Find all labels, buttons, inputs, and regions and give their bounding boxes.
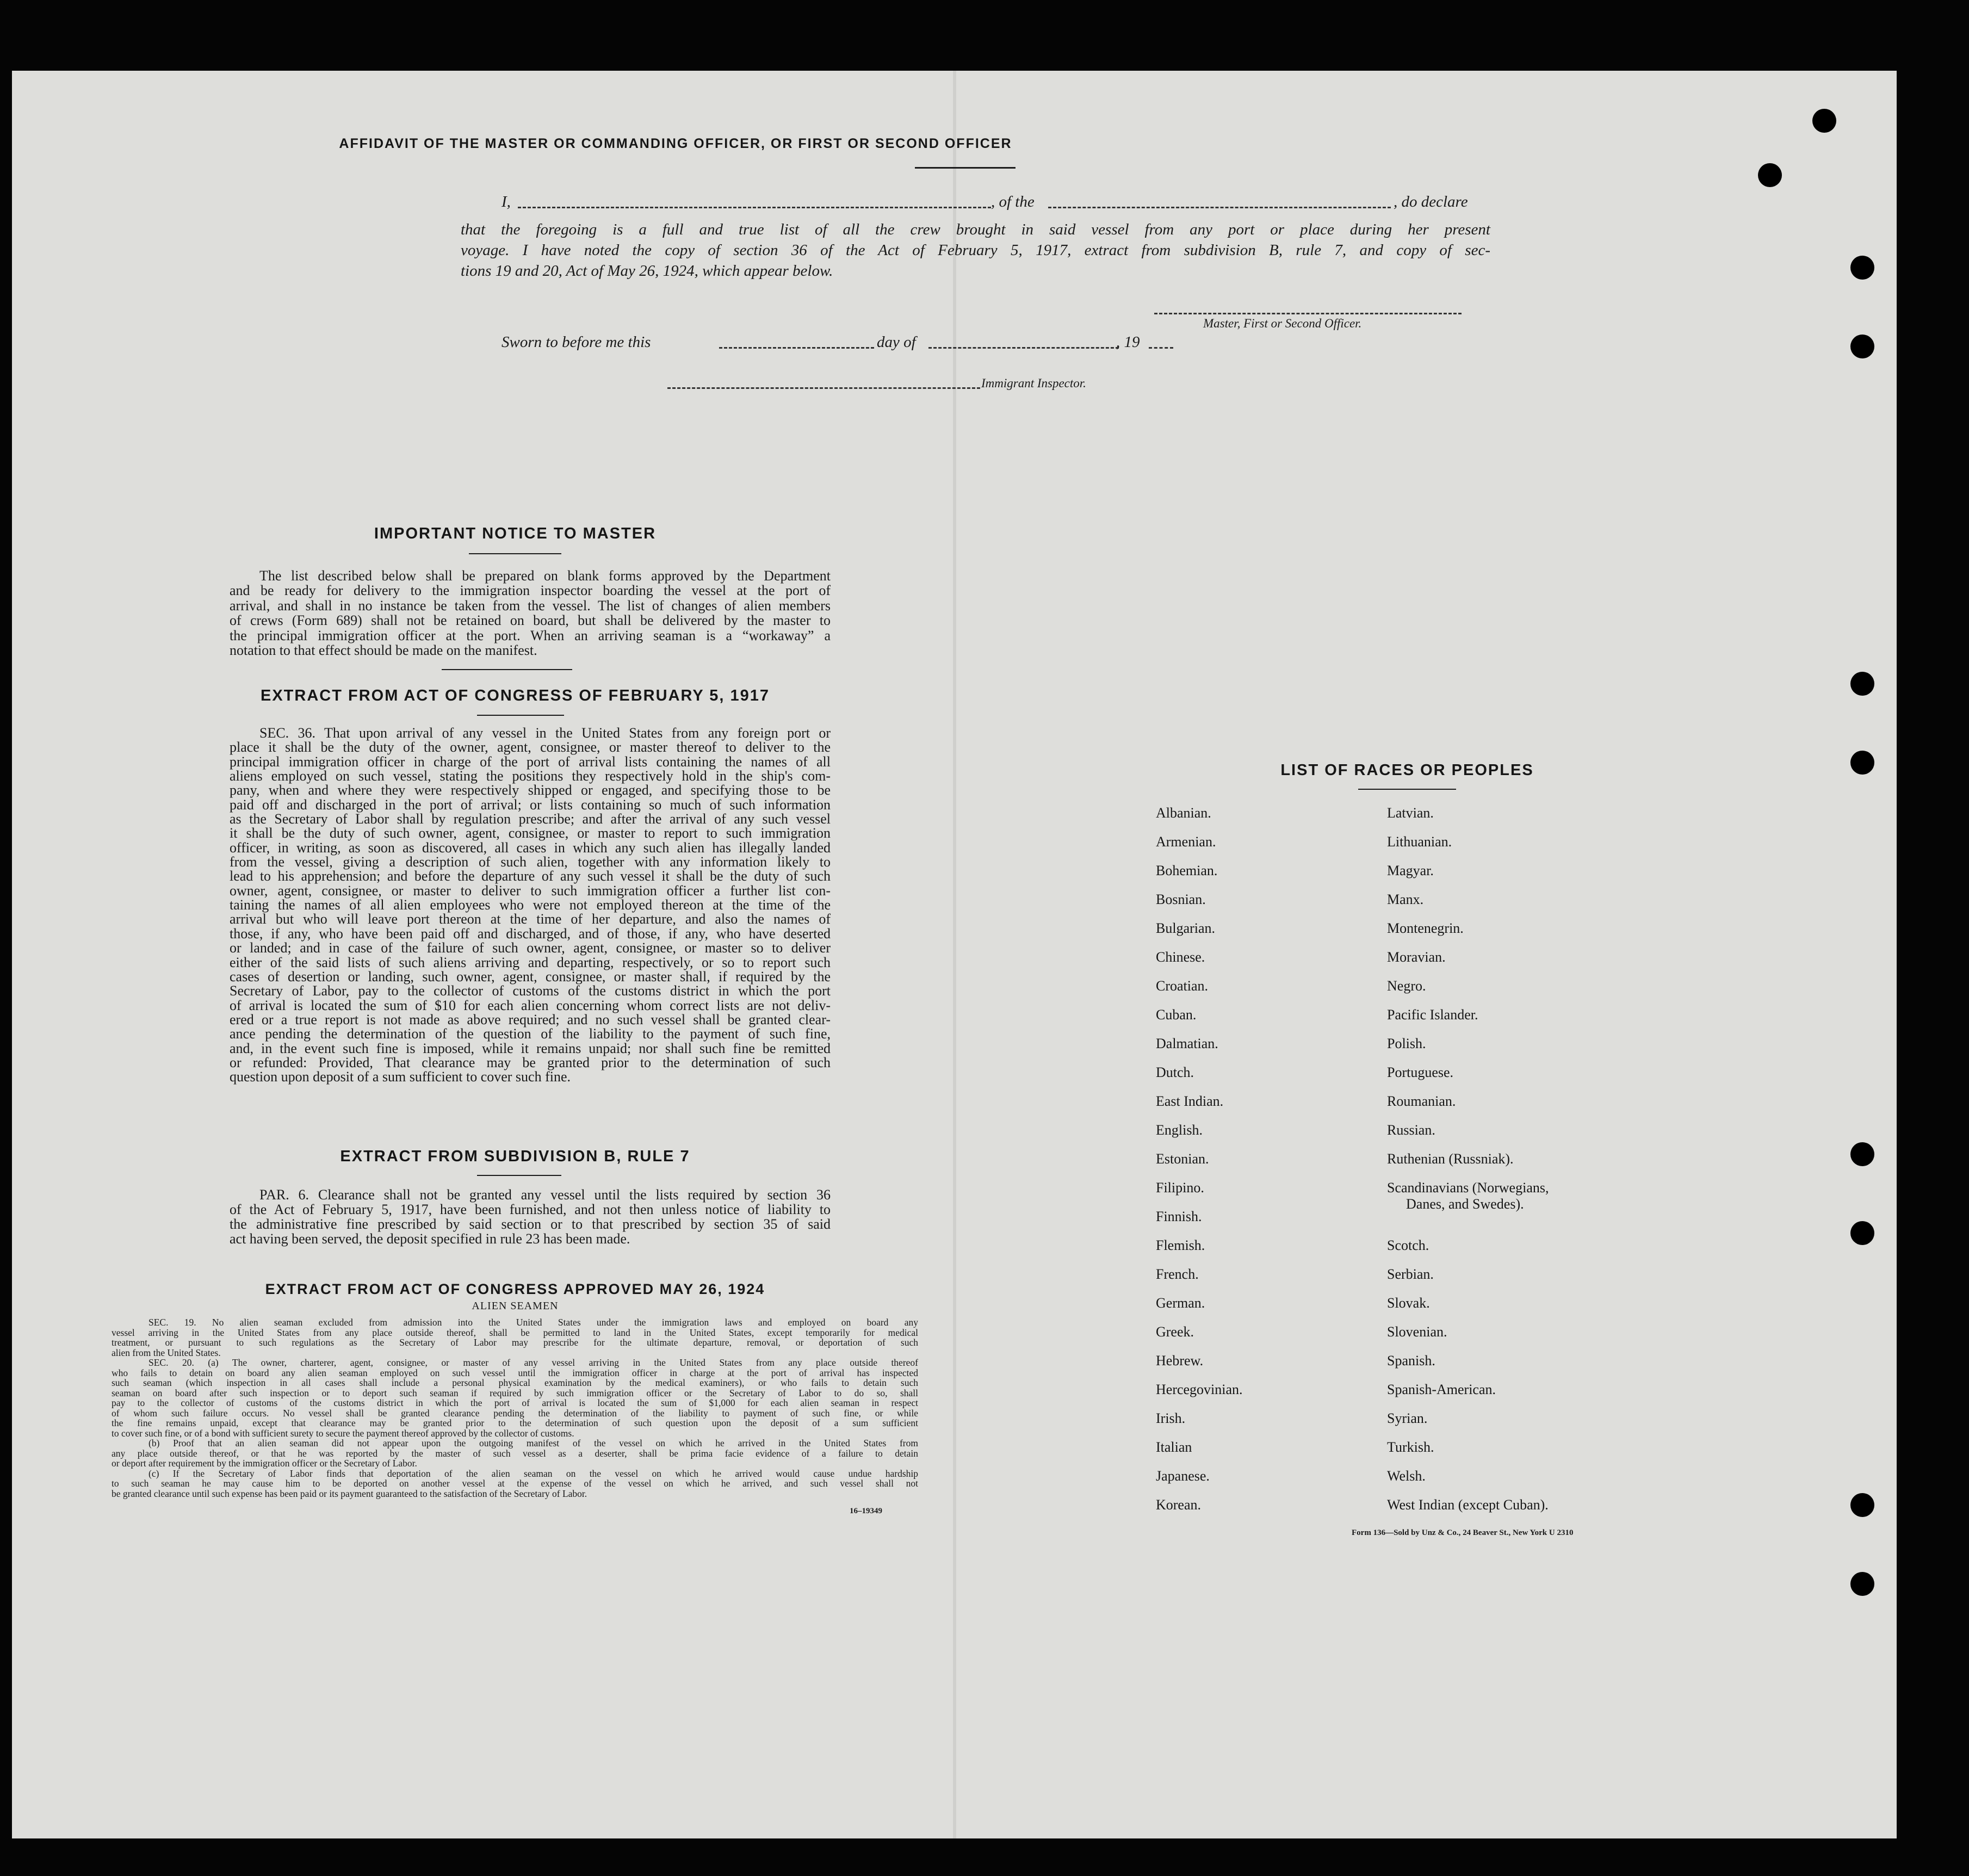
race-left: French.	[1156, 1266, 1199, 1282]
notice-title: IMPORTANT NOTICE TO MASTER	[374, 525, 657, 542]
section-36-line: question upon deposit of a sum sufficient to cover such fine.	[230, 1069, 571, 1085]
day-of-text: day of	[877, 333, 916, 351]
notice-line: The list described below shall be prepared on blank forms approved by the Department	[259, 568, 831, 584]
section-36-line: cases of desertion or landing, such owner, agent, consignee, or master shall, if required by the	[230, 968, 831, 985]
section-36-line: place it shall be the duty of the owner, agent, consignee, or master thereof to deliver to the	[230, 739, 831, 756]
inspector-signature-field[interactable]	[667, 387, 980, 389]
notice-line: notation to that effect should be made on the manifest.	[230, 642, 537, 659]
races-rule	[1358, 789, 1456, 790]
section-19-line: alien from the United States.	[112, 1347, 221, 1358]
notice-text	[230, 568, 831, 658]
section-36-line: either of the said lists of such aliens arriving and departing, respectively, or so to report such	[230, 954, 831, 970]
binder-hole	[1850, 335, 1874, 358]
race-left: Korean.	[1156, 1497, 1202, 1513]
section-20-line: or deport after requirement by the immigration officer or the Secretary of Labor.	[112, 1458, 417, 1469]
section-36-line: ance pending the determination of the question of the liability to the payment of such fine,	[230, 1026, 831, 1042]
race-left: Croatian.	[1156, 978, 1209, 994]
race-right: Portuguese.	[1387, 1064, 1454, 1080]
section-36-line: those, if any, who have been paid off and discharged, and of those, if any, who have deserted	[230, 925, 831, 942]
race-left: English.	[1156, 1122, 1203, 1138]
affidavit-line: tions 19 and 20, Act of May 26, 1924, which appear below.	[461, 262, 833, 280]
section-20-line: (c) If the Secretary of Labor finds that deportation of the alien seaman on the vessel on which he arrived would cause undue hardship	[148, 1468, 918, 1479]
section-36-line: Secretary of Labor, pay to the collector of customs of the customs district in which the port	[230, 983, 831, 999]
section-36-line: officer, in writing, as soon as discovered, all cases in which any such alien has illegally landed	[230, 839, 831, 856]
section-20-line: seaman on board after such inspection or to deport such seaman if required by such immigration officer or the Secretary of Labor to do so, shall	[112, 1387, 918, 1398]
race-right: Scotch.	[1387, 1237, 1429, 1253]
binder-hole	[1850, 1493, 1874, 1517]
extract-1917-title: EXTRACT FROM ACT OF CONGRESS OF FEBRUARY 5, 1917	[260, 687, 770, 704]
affidavit-declare: , do declare	[1394, 193, 1468, 210]
race-left: Chinese.	[1156, 949, 1205, 965]
race-right: Scandinavians (Norwegians,	[1387, 1180, 1549, 1196]
signature-field[interactable]	[1154, 313, 1462, 314]
section-36-line: owner, agent, consignee, or master to deliver to such immigration officer a further list con-	[230, 882, 831, 899]
race-right: Manx.	[1387, 891, 1424, 907]
section-36-line: ered or a true report is not made as above required; and no such vessel shall be granted clear-	[230, 1011, 831, 1027]
binder-hole	[1850, 672, 1874, 696]
affidavit-i: I,	[501, 193, 511, 210]
race-right: Negro.	[1387, 978, 1426, 994]
section-20-line: (b) Proof that an alien seaman did not appear upon the outgoing manifest of the vessel on which he arrived in the United States from	[148, 1438, 918, 1448]
form-footer: Form 136—Sold by Unz & Co., 24 Beaver St., New York U 2310	[1352, 1528, 1574, 1537]
race-right: West Indian (except Cuban).	[1387, 1497, 1549, 1513]
race-left: Bulgarian.	[1156, 920, 1216, 936]
section-20-line: to such seaman he may cause him to be deported on another vessel at the expense of the vessel on which he arrived, and such vessel shall not	[112, 1478, 918, 1489]
section-36-line: paid off and discharged in the port of arrival; or lists containing so much of such information	[230, 796, 831, 813]
par-6-line: PAR. 6. Clearance shall not be granted any vessel until the lists required by section 36	[259, 1187, 831, 1203]
race-right: Moravian.	[1387, 949, 1446, 965]
notice-line: and be ready for delivery to the immigration inspector boarding the vessel at the port of	[230, 583, 831, 599]
race-right: Turkish.	[1387, 1439, 1434, 1455]
section-36-line: from the vessel, giving a description of such alien, together with any information likely to	[230, 854, 831, 870]
rule-7-title: EXTRACT FROM SUBDIVISION B, RULE 7	[340, 1148, 690, 1165]
title-rule	[915, 167, 1016, 169]
section-19-line: SEC. 19. No alien seaman excluded from admission into the United States under the immigration laws and employed on board any	[148, 1317, 918, 1328]
section-20-line: such seaman (which inspection in all cases shall include a personal physical examination by the medical examiners), or who fails to detain such	[112, 1377, 918, 1388]
alien-seamen-subtitle: ALIEN SEAMEN	[472, 1300, 559, 1312]
section-36-line: arrival but who will leave port thereon at the time of her departure, and also the names of	[230, 911, 831, 927]
section-20-line: the fine remains unpaid, except that clearance may be granted prior to the determination of such question upon the deposit of a sum sufficient	[112, 1417, 918, 1428]
rule-7-text	[230, 1187, 831, 1246]
section-20-line: who fails to detain on board any alien seaman employed on such vessel until the immigration officer in charge at the port of arrival has inspected	[112, 1367, 918, 1378]
race-left: Irish.	[1156, 1410, 1186, 1426]
race-left: Hercegovinian.	[1156, 1382, 1243, 1397]
section-36-line: lead to his apprehension; and before the departure of any such vessel it shall be the duty of such	[230, 868, 831, 884]
race-left: Flemish.	[1156, 1237, 1205, 1253]
notice-line: of crews (Form 689) shall not be retained on board, but shall be delivered by the master to	[230, 612, 831, 629]
section-36-line: of arrival is located the sum of $10 for each alien concerning whom correct lists are not deliv-	[230, 997, 831, 1013]
race-right: Latvian.	[1387, 805, 1434, 821]
section-36-line: or landed; and in case of the failure of such owner, agent, consignee, or master so to deliver	[230, 940, 831, 956]
section-36-line: pany, when and where they were respectively shipped or engaged, and specifying those to be	[230, 782, 831, 798]
race-right: Montenegrin.	[1387, 920, 1464, 936]
affidavit-title: AFFIDAVIT OF THE MASTER OR COMMANDING OFFICER, OR FIRST OR SECOND OFFICER	[339, 136, 1012, 151]
notice-rule	[469, 553, 561, 554]
race-left: Dutch.	[1156, 1064, 1194, 1080]
section-20-line: pay to the collector of customs of the customs district in which the port of arrival is located the sum of $1,000 for each alien seaman in respect	[112, 1397, 918, 1408]
section-19-line: treatment, or pursuant to such regulations as the Secretary of Labor may prescribe for the ultimate departure, removal, or deportation of such	[112, 1337, 918, 1348]
sworn-text: Sworn to before me this	[501, 333, 651, 351]
binder-hole	[1850, 256, 1874, 280]
race-left: Italian	[1156, 1439, 1192, 1455]
race-left: Finnish.	[1156, 1209, 1202, 1224]
race-left: Albanian.	[1156, 805, 1211, 821]
par-6-line: of the Act of February 5, 1917, have been furnished, and not then unless notice of liability to	[230, 1202, 831, 1217]
notice-line: arrival, and shall in no instance be taken from the vessel. The list of changes of alien members	[230, 597, 831, 614]
race-left: German.	[1156, 1295, 1205, 1311]
race-right: Russian.	[1387, 1122, 1435, 1138]
page-fold	[953, 71, 956, 1838]
race-right: Pacific Islander.	[1387, 1007, 1478, 1023]
section-20-line: any place outside thereof, or that he was reported by the master of such vessel as a deserter, shall be prima facie evidence of a failure to detain	[112, 1447, 918, 1459]
binder-hole	[1850, 1142, 1874, 1166]
sworn-year-field[interactable]	[1149, 347, 1173, 349]
race-right: Lithuanian.	[1387, 834, 1452, 850]
section-36-line: as the Secretary of Labor shall by regulation prescribe; and after the arrival of any such vessel	[230, 811, 831, 827]
binder-hole	[1812, 109, 1836, 133]
extract-1917-text	[230, 726, 831, 1085]
race-left: Estonian.	[1156, 1151, 1209, 1167]
notice-line: the principal immigration officer at the port. When an arriving seaman is a “workaway” a	[230, 627, 831, 643]
affidavit-line: that the foregoing is a full and true list of all the crew brought in said vessel from any port or place during her present	[461, 221, 1490, 238]
race-left: Cuban.	[1156, 1007, 1197, 1023]
printer-code: 16–19349	[850, 1507, 882, 1515]
race-right: Polish.	[1387, 1036, 1426, 1051]
section-20-line: be granted clearance until such expense has been paid or its payment guaranteed to the satisfaction of the Secretary of Labor.	[112, 1488, 587, 1499]
race-right: Spanish.	[1387, 1353, 1435, 1369]
section-36-line: aliens employed on such vessel, stating the positions they respectively hold in the ship's com-	[230, 768, 831, 784]
race-left: Hebrew.	[1156, 1353, 1204, 1369]
section-20-line: to cover such fine, or of a bond with sufficient surety to secure the payment thereof approved by the collector of customs.	[112, 1427, 574, 1439]
par-6-line: act having been served, the deposit specified in rule 23 has been made.	[230, 1231, 630, 1247]
section-36-line: it shall be the duty of such owner, agent, consignee, or master to report to such immigration	[230, 825, 831, 841]
binder-hole	[1850, 1221, 1874, 1245]
document-page	[12, 71, 1897, 1838]
name-field[interactable]	[518, 207, 991, 208]
affidavit-text	[461, 219, 1490, 281]
extract-1917-rule	[477, 715, 564, 716]
section-36-line: taining the names of all alien employees who were not employed thereon at the time of the	[230, 897, 831, 913]
race-right: Serbian.	[1387, 1266, 1434, 1282]
extract-1924-text	[112, 1317, 918, 1499]
binder-hole	[1850, 1572, 1874, 1596]
race-left: East Indian.	[1156, 1093, 1224, 1109]
signature-label: Master, First or Second Officer.	[1203, 317, 1362, 330]
notice-bottom-rule	[442, 669, 572, 670]
race-right: Spanish-American.	[1387, 1382, 1496, 1397]
section-20-line: SEC. 20. (a) The owner, charterer, agent, consignee, or master of any vessel arriving in the United States from any place outside thereof	[148, 1357, 918, 1368]
race-left: Armenian.	[1156, 834, 1216, 850]
race-right-continuation: Danes, and Swedes).	[1406, 1196, 1524, 1212]
affidavit-of-the: , of the	[991, 193, 1035, 210]
inspector-label: Immigrant Inspector.	[981, 376, 1086, 390]
binder-hole	[1850, 751, 1874, 775]
binder-hole	[1758, 163, 1782, 187]
rule-7-rule	[477, 1175, 561, 1176]
race-left: Greek.	[1156, 1324, 1194, 1340]
affidavit-line: voyage. I have noted the copy of section 36 of the Act of February 5, 1917, extract from subdivision B, rule 7, and copy of sec-	[461, 242, 1490, 259]
race-left: Dalmatian.	[1156, 1036, 1218, 1051]
section-20-line: of whom such failure occurs. No vessel shall be granted clearance pending the determination of the liability to payment of such fine, or while	[112, 1407, 918, 1419]
section-36-line: or refunded: Provided, That clearance may be granted prior to the determination of such	[230, 1054, 831, 1070]
race-right: Magyar.	[1387, 863, 1434, 878]
section-19-line: vessel arriving in the United States from any place outside thereof, shall be permitted to land in the United States, except temporarily for medical	[112, 1327, 918, 1338]
section-36-line: principal immigration officer in charge of the port of arrival lists containing the names of all	[230, 753, 831, 770]
race-left: Bohemian.	[1156, 863, 1218, 878]
race-right: Slovenian.	[1387, 1324, 1447, 1340]
race-left: Japanese.	[1156, 1468, 1210, 1484]
race-right: Roumanian.	[1387, 1093, 1456, 1109]
sworn-month-field[interactable]	[928, 347, 1119, 349]
extract-1924-title: EXTRACT FROM ACT OF CONGRESS APPROVED MAY 26, 1924	[265, 1281, 765, 1297]
sworn-day-field[interactable]	[719, 347, 874, 349]
race-right: Welsh.	[1387, 1468, 1426, 1484]
race-left: Bosnian.	[1156, 891, 1206, 907]
vessel-field[interactable]	[1048, 207, 1391, 208]
race-right: Slovak.	[1387, 1295, 1430, 1311]
race-right: Syrian.	[1387, 1410, 1428, 1426]
par-6-line: the administrative fine prescribed by said section or to that prescribed by section 35 of said	[230, 1216, 831, 1232]
year-text: , 19	[1116, 333, 1140, 351]
race-left: Filipino.	[1156, 1180, 1204, 1196]
section-36-line: SEC. 36. That upon arrival of any vessel in the United States from any foreign port or	[259, 725, 831, 741]
section-36-line: and, in the event such fine is imposed, while it remains unpaid; nor shall such fine be remitted	[230, 1040, 831, 1056]
races-title: LIST OF RACES OR PEOPLES	[1280, 761, 1534, 779]
race-right: Ruthenian (Russniak).	[1387, 1151, 1514, 1167]
